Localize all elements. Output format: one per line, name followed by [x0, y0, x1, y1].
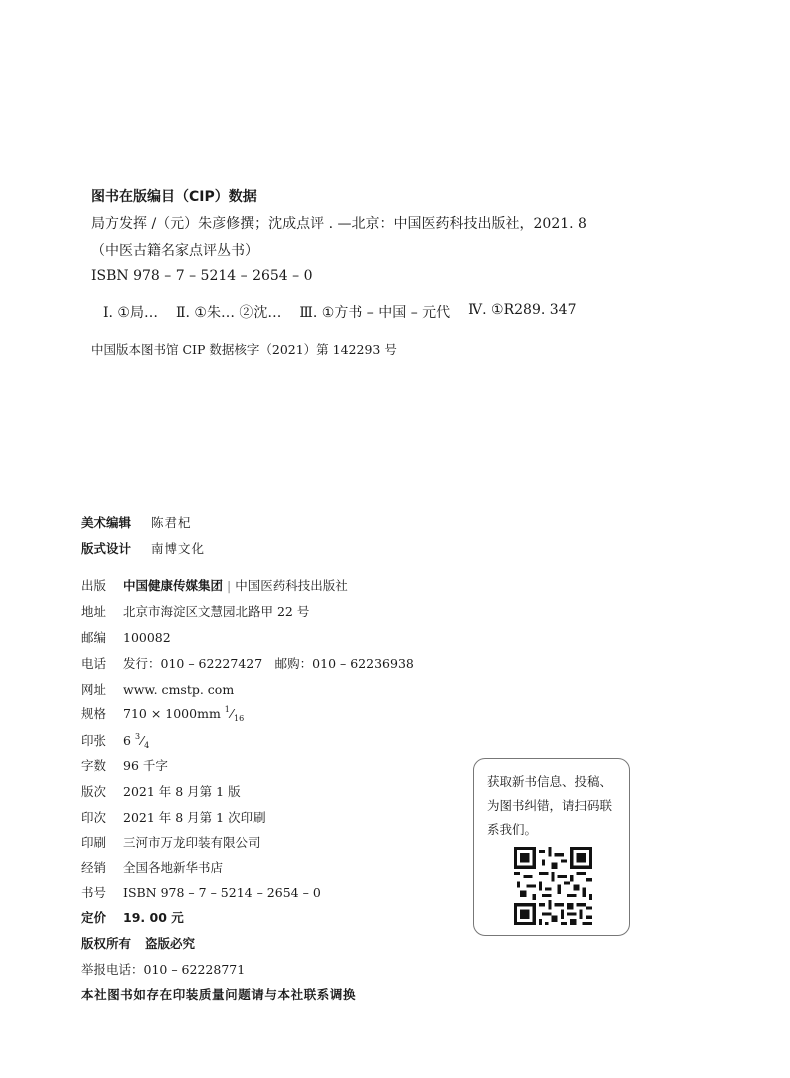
info-publisher: [81, 576, 348, 594]
info-edition: [81, 782, 241, 800]
cip-class-2: Ⅱ. ①朱… ②沈…: [175, 305, 282, 321]
format-fraction-numerator: 1: [224, 705, 230, 714]
info-label: 印张: [81, 733, 107, 748]
info-distributor: [81, 858, 223, 876]
format-fraction-denominator: 16: [233, 714, 245, 723]
publisher-press: 中国医药科技出版社: [235, 578, 348, 593]
info-label: 规格: [81, 706, 107, 721]
info-address: [81, 602, 309, 620]
info-label: 印次: [81, 810, 107, 825]
info-value: 6: [123, 733, 131, 748]
info-postcode: [81, 628, 171, 646]
info-value: 96 千字: [123, 758, 168, 773]
info-label: 印刷: [81, 835, 107, 850]
credit-label: 美术编辑: [81, 515, 132, 530]
info-label: 出版: [81, 578, 107, 593]
credit-label: 版式设计: [81, 541, 132, 556]
format-fraction-slash: ⁄: [230, 706, 233, 721]
publisher-divider: |: [227, 578, 232, 593]
info-value: 710 × 1000mm: [123, 706, 221, 721]
info-value: 2021 年 8 月第 1 版: [123, 784, 241, 799]
info-printing: [81, 808, 266, 826]
cip-class-3: Ⅲ. ①方书 – 中国 – 元代: [299, 305, 451, 321]
cip-class-4: Ⅳ. ①R289. 347: [468, 302, 577, 318]
cip-line-1: 局方发挥 /（元）朱彦修撰；沈成点评 . —北京：中国医药科技出版社，2021. 8: [91, 216, 587, 232]
qr-code-icon[interactable]: [514, 847, 592, 925]
info-label: 经销: [81, 860, 107, 875]
info-value: 19. 00 元: [123, 910, 184, 925]
info-words: [81, 756, 168, 774]
credit-layout-design: [81, 539, 205, 557]
info-sheets: [81, 731, 149, 750]
info-label: 网址: [81, 682, 107, 697]
sheets-fraction-numerator: 3: [134, 732, 141, 741]
publisher-group: 中国健康传媒集团: [123, 578, 224, 593]
info-value: 2021 年 8 月第 1 次印刷: [123, 810, 266, 825]
copyright-line: [81, 934, 195, 952]
cip-check-number: 中国版本图书馆 CIP 数据核字（2021）第 142293 号: [91, 342, 397, 357]
info-label: 电话: [81, 656, 107, 671]
quality-notice: 本社图书如存在印装质量问题请与本社联系调换: [81, 987, 357, 1002]
credit-value: 陈君杞: [151, 515, 192, 530]
info-website: [81, 680, 234, 698]
report-phone: 举报电话：010 – 62228771: [81, 962, 246, 977]
info-label: 邮编: [81, 630, 107, 645]
cip-isbn: ISBN 978 – 7 – 5214 – 2654 – 0: [91, 268, 313, 284]
info-label: 书号: [81, 885, 107, 900]
piracy-warning: 盗版必究: [145, 936, 196, 951]
cip-title: 图书在版编目（CIP）数据: [91, 189, 257, 205]
info-label: 版次: [81, 784, 107, 799]
qr-contact-box: [473, 758, 630, 936]
sheets-fraction-slash: ⁄: [141, 733, 144, 748]
cip-line-2: （中医古籍名家点评丛书）: [91, 243, 259, 259]
info-label: 地址: [81, 604, 107, 619]
info-value: 全国各地新华书店: [123, 860, 224, 875]
all-rights-reserved: 版权所有: [81, 936, 132, 951]
info-format: [81, 704, 244, 723]
info-value: www. cmstp. com: [123, 682, 235, 697]
credit-value: 南博文化: [151, 541, 206, 556]
info-phone: [81, 654, 414, 672]
info-label: 字数: [81, 758, 107, 773]
info-printer: [81, 833, 261, 851]
info-value: 北京市海淀区文慧园北路甲 22 号: [123, 604, 310, 619]
sheets-fraction-denominator: 4: [144, 741, 150, 750]
cip-classification: [103, 302, 577, 322]
info-value: 三河市万龙印装有限公司: [123, 835, 261, 850]
info-value: 100082: [123, 630, 171, 645]
qr-caption: 获取新书信息、投稿、为图书纠错，请扫码联系我们。: [487, 774, 613, 837]
cip-class-1: Ⅰ. ①局…: [103, 305, 158, 321]
info-value: ISBN 978 – 7 – 5214 – 2654 – 0: [123, 885, 321, 900]
info-value: 发行：010 – 62227427 邮购：010 – 62236938: [123, 656, 414, 671]
info-book-number: [81, 883, 321, 901]
credit-art-editor: [81, 513, 192, 531]
info-price: [81, 908, 184, 926]
info-label: 定价: [81, 910, 107, 925]
